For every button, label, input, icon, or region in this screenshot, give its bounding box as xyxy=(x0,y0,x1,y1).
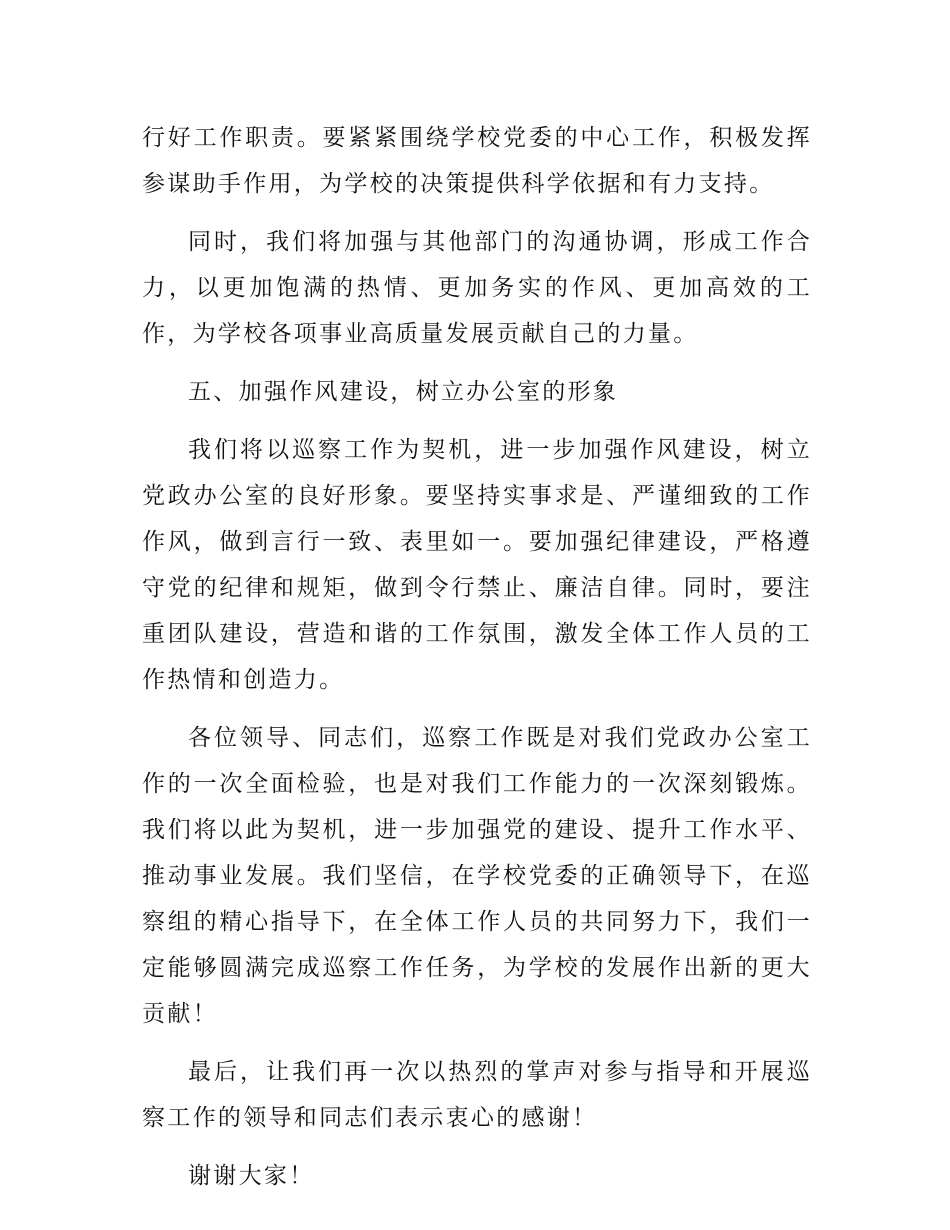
section-heading-five: 五、加强作风建设，树立办公室的形象 xyxy=(188,379,619,405)
paragraph-conclusion: 各位领导、同志们，巡察工作既是对我们党政办公室工作的一次全面检验，也是对我们工作能力的一次深刻锻炼。我们将以此为契机，进一步加强党的建设、提升工作水平、推动事业发展。我们坚信，在学校党委的正确领导下，在巡察组的精心指导下，在全体工作人员的共同努力下，我们一定能够圆满完成巡察工作任务，为学校的发展作出新的更大贡献！ xyxy=(142,725,812,1027)
paragraph-coordination: 同时，我们将加强与其他部门的沟通协调，形成工作合力，以更加饱满的热情、更加务实的作风、更加高效的工作，为学校各项事业高质量发展贡献自己的力量。 xyxy=(142,229,812,347)
paragraph-continuation: 行好工作职责。要紧紧围绕学校党委的中心工作，积极发挥参谋助手作用，为学校的决策提供科学依据和有力支持。 xyxy=(142,125,812,197)
paragraph-closing: 谢谢大家！ xyxy=(188,1163,315,1189)
paragraph-work-style: 我们将以巡察工作为契机，进一步加强作风建设，树立党政办公室的良好形象。要坚持实事求是、严谨细致的工作作风，做到言行一致、表里如一。要加强纪律建设，严格遵守党的纪律和规矩，做到令行禁止、廉洁自律。同时，要注重团队建设，营造和谐的工作氛围，激发全体工作人员的工作热情和创造力。 xyxy=(142,437,812,693)
document-body xyxy=(142,115,812,1211)
paragraph-thanks: 最后，让我们再一次以热烈的掌声对参与指导和开展巡察工作的领导和同志们表示衷心的感谢！ xyxy=(142,1059,812,1131)
